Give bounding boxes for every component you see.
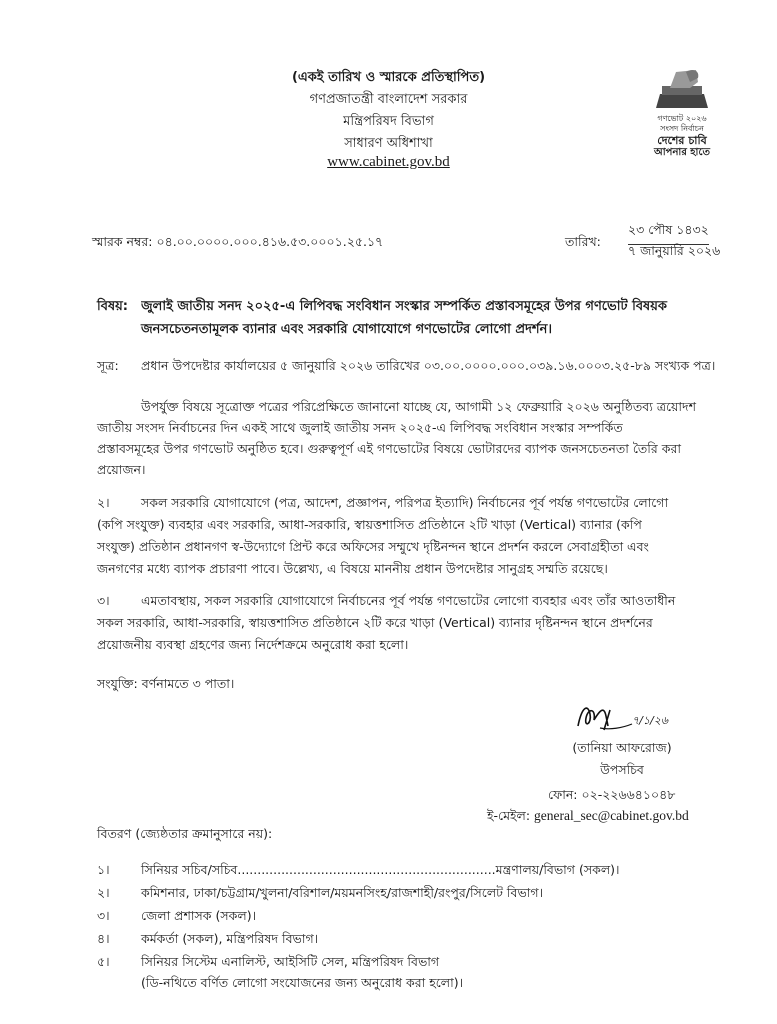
email-label: ই-মেইল: xyxy=(487,808,531,823)
subject-label: বিষয়: xyxy=(97,299,128,314)
dist-item-2-text: কমিশনার, ঢাকা/চট্টগ্রাম/খুলনা/বরিশাল/ময়মনসিংহ/রাজশাহী/রংপুর/সিলেট বিভাগ। xyxy=(141,885,544,900)
memo-number: ০৪.০০.০০০০.০০০.৪১৬.৫৩.০০০১.২৫.১৭ xyxy=(156,234,384,249)
subject-line-1: জুলাই জাতীয় সনদ ২০২৫-এ লিপিবদ্ধ সংবিধান সংস্কার সম্পর্কিত প্রস্তাবসমূহের উপর গণভোট বিষয়ক xyxy=(141,299,667,314)
government-name: গণপ্রজাতন্ত্রী বাংলাদেশ সরকার xyxy=(309,92,468,107)
para2-line1: সকল সরকারি যোগাযোগে (পত্র, আদেশ, প্রজ্ঞাপন, পরিপত্র ইত্যাদি) নির্বাচনের পূর্ব পর্যন্ত গণভোটের লোগো xyxy=(141,495,669,510)
email-link[interactable]: general_sec@cabinet.gov.bd xyxy=(534,808,689,823)
dist-item-3-text: জেলা প্রশাসক (সকল)। xyxy=(141,908,257,923)
para3-number: ৩। xyxy=(97,593,110,608)
referendum-logo xyxy=(640,68,724,156)
division-name: মন্ত্রিপরিষদ বিভাগ xyxy=(343,114,434,129)
dist-item-5-number: ৫। xyxy=(97,954,110,969)
dist-item-5-note: (ডি-নথিতে বর্ণিত লোগো সংযোজনের জন্য অনুরোধ করা হলো)। xyxy=(141,975,464,990)
para3-line1: এমতাবস্থায়, সকল সরকারি যোগাযোগে নির্বাচনের পূর্ব পর্যন্ত গণভোটের লোগো ব্যবহার এবং তাঁর আওতাধীন xyxy=(141,593,676,608)
ballot-box-icon xyxy=(640,68,724,110)
website-link[interactable]: www.cabinet.gov.bd xyxy=(327,154,450,170)
para1-line1: উপর্যুক্ত বিষয়ে সূত্রোক্ত পত্রের পরিপ্রেক্ষিতে জানানো যাচ্ছে যে, আগামী ১২ ফেব্রুয়ারি ২০২৬ অনুষ্ঠিতব্য ত্রয়োদশ xyxy=(141,399,696,414)
signatory-designation: উপসচিব xyxy=(600,762,644,777)
para2-line4: জনগণের মধ্যে ব্যাপক প্রচারণা পাবে। উল্লেখ্য, এ বিষয়ে মাননীয় প্রধান উপদেষ্টার সানুগ্রহ সম্মতি রয়েছে। xyxy=(97,561,608,576)
logo-line-4: আপনার হাতে xyxy=(654,147,710,158)
para3-line2: সকল সরকারি, আধা-সরকারি, স্বায়ত্তশাসিত প্রতিষ্ঠানে ২টি করে খাড়া (Vertical) ব্যানার দৃষ্টিনন্দন স্থানে প্রদর্শনের xyxy=(97,615,653,630)
dist-item-5-text: সিনিয়র সিস্টেম এনালিস্ট, আইসিটি সেল, মন্ত্রিপরিষদ বিভাগ xyxy=(141,954,440,969)
para2-line2: (কপি সংযুক্ত) ব্যবহার এবং সরকারি, আধা-সরকারি, স্বায়ত্তশাসিত প্রতিষ্ঠানে ২টি খাড়া (Vertical) ব্যানার (কপি xyxy=(97,517,642,532)
para1-line2: জাতীয় সংসদ নির্বাচনের দিন একই সাথে জুলাই জাতীয় সনদ ২০২৫-এ লিপিবদ্ধ সংবিধান সংস্কার সম্পর্কিত xyxy=(97,420,623,435)
para2-number: ২। xyxy=(97,495,110,510)
dist-item-1-text: সিনিয়র সচিব/সচিব.................................................................মন্ত্রণালয়/বিভাগ (সকল)। xyxy=(141,862,620,877)
reference-text: প্রধান উপদেষ্টার কার্যালয়ের ৫ জানুয়ারি ২০২৬ তারিখের ০৩.০০.০০০০.০০০.০৩৯.১৬.০০০৩.২৫-৮৯ সংখ্যক পত্র। xyxy=(141,358,716,373)
signature-date: ৭/১/২৬ xyxy=(632,714,669,727)
dist-item-4-text: কর্মকর্তা (সকল), মন্ত্রিপরিষদ বিভাগ। xyxy=(141,931,319,946)
date-bangla: ২৩ পৌষ ১৪৩২ xyxy=(628,222,709,245)
logo-line-3: দেশের চাবি xyxy=(657,134,707,147)
signatory-phone: ফোন: ০২-২২৬৬৪১০৪৮ xyxy=(548,787,676,802)
branch-name: সাধারণ অধিশাখা xyxy=(344,136,433,151)
replacement-note: (একই তারিখ ও স্মারকে প্রতিস্থাপিত) xyxy=(291,70,486,85)
dist-item-2-number: ২। xyxy=(97,885,110,900)
logo-line-2: সংসদ নির্বাচন xyxy=(660,124,704,133)
signatory-name: (তানিয়া আফরোজ) xyxy=(572,740,672,755)
reference-label: সূত্র: xyxy=(97,358,119,373)
dist-item-4-number: ৪। xyxy=(97,931,110,946)
date-english: ৭ জানুয়ারি ২০২৬ xyxy=(628,243,721,258)
para3-line3: প্রয়োজনীয় ব্যবস্থা গ্রহণের জন্য নির্দেশক্রমে অনুরোধ করা হলো। xyxy=(97,637,409,652)
para1-line4: প্রয়োজন। xyxy=(97,462,146,477)
memo-label: স্মারক নম্বর: xyxy=(92,234,153,249)
dist-item-3-number: ৩। xyxy=(97,908,110,923)
subject-line-2: জনসচেতনতামূলক ব্যানার এবং সরকারি যোগাযোগে গণভোটের লোগো প্রদর্শন। xyxy=(141,322,553,337)
dist-item-1-number: ১। xyxy=(97,862,110,877)
para1-line3: প্রস্তাবসমূহের উপর গণভোট অনুষ্ঠিত হবে। গুরুত্বপূর্ণ এই গণভোটের বিষয়ে ভোটারদের ব্যাপক জনসচেতনতা তৈরি করা xyxy=(97,441,681,456)
distribution-title: বিতরণ (জ্যেষ্ঠতার ক্রমানুসারে নয়): xyxy=(97,826,273,841)
attachment-note: সংযুক্তি: বর্ণনামতে ৩ পাতা। xyxy=(97,676,235,691)
para2-line3: সংযুক্ত) প্রতিষ্ঠান প্রধানগণ স্ব-উদ্যোগে প্রিন্ট করে অফিসের সম্মুখে দৃষ্টিনন্দন স্থানে প্রদর্শন করলে সেবাগ্রহীতা এবং xyxy=(97,539,649,554)
logo-line-1: গণভোট ২০২৬ xyxy=(657,114,707,123)
date-label: তারিখ: xyxy=(565,234,601,249)
